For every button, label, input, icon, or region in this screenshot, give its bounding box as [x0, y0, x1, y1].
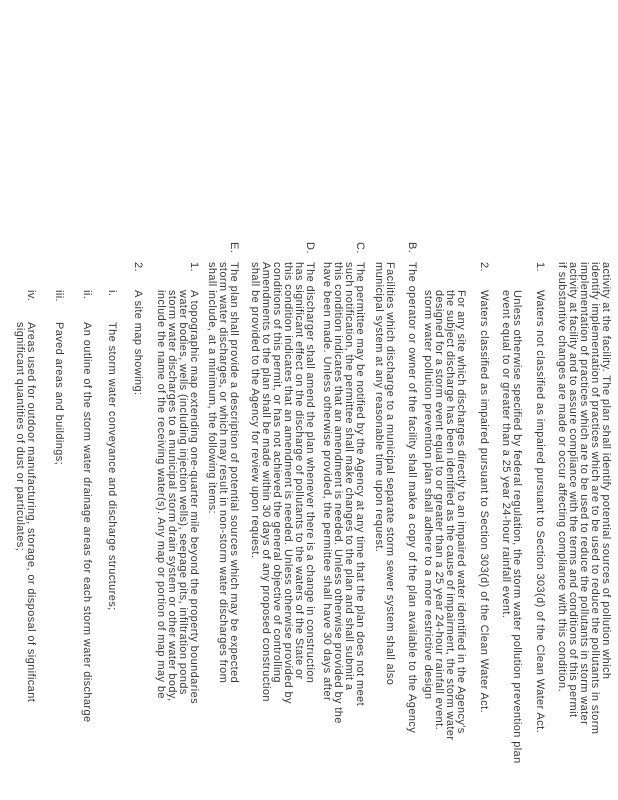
text-line: event equal to or greater than a 25 year 24-hour rainfall event.	[500, 290, 512, 619]
item-roman: i.	[106, 290, 118, 297]
text-line: Facilities which discharge to a municipal separate storm sewer system shall also	[384, 262, 396, 686]
item-number: 1.	[188, 262, 200, 272]
text-line: A site map showing:	[132, 290, 144, 396]
text-line: For any site which discharges directly to an impaired water identified in the Agency's	[455, 290, 467, 734]
section-letter: C.	[354, 242, 366, 254]
text-line: significant quantities of dust or particulates;	[14, 322, 26, 552]
text-line: An outline of the storm water drainage areas for each storm water discharge	[81, 322, 93, 723]
text-line: storm water discharges, or which may result in non-storm water discharges from	[217, 262, 229, 684]
text-line: municipal system at any reasonable time upon request.	[373, 262, 385, 553]
section-letter: B.	[406, 242, 418, 254]
text-line: Paved areas and buildings;	[53, 322, 65, 466]
text-line: this condition indicates that an amendment is needed. Unless otherwise provided by the	[332, 262, 344, 724]
text-line: this condition indicates that an amendment is needed. Unless otherwise provided by	[282, 262, 294, 704]
text-line: shall include, at a minimum, the following items:	[206, 262, 218, 514]
text-line: have been made. Unless otherwise provided, the permittee shall have 30 days after	[321, 262, 333, 702]
text-line: activity at the facility. The plan shall identify potential sources of pollution which	[600, 262, 612, 680]
item-roman: iii.	[53, 290, 65, 302]
text-line: has significant effect on the discharge of pollutants to the waters of the State or	[293, 262, 305, 680]
text-line: Waters not classified as impaired pursuant to Section 303(d) of the Clean Water Act.	[534, 290, 546, 734]
section-letter: E.	[228, 242, 240, 254]
text-line: designed for a storm event equal to or greater than a 25 year 24-hour rainfall event.	[433, 290, 445, 731]
text-line: implementation of practices which are to be used to reduce the pollutants in storm water	[578, 262, 590, 726]
text-line: Waters classified as impaired pursuant to Section 303(d) of the Clean Water Act.	[478, 290, 490, 714]
text-line: Unless otherwise specified by federal regulation, the storm water pollution prevention plan	[511, 290, 523, 764]
text-line: activity at facility and to assure compliance with the terms and conditions of this permit	[567, 262, 579, 718]
item-roman: iv.	[25, 290, 37, 302]
text-line: storm water pollution prevention plan shall adhere to a more restrictive design	[422, 290, 434, 700]
text-line: A topographic map extending one-quarter mile beyond the property boundaries	[188, 290, 200, 705]
text-line: the subject discharge has been identified as the cause of impairment, the storm water	[444, 290, 456, 741]
section-letter: D.	[304, 242, 316, 254]
text-line: conditions of this permit, or has not achieved the general objective of controlling	[271, 262, 283, 683]
text-line: The storm water conveyance and discharge structures;	[106, 322, 118, 611]
text-line: storm water discharges to a municipal storm drain system or other water body,	[166, 290, 178, 702]
text-line: if substantive changes are made or occur affecting compliance with this condition.	[556, 262, 568, 693]
item-number: 2.	[132, 262, 144, 272]
text-line: Amendments to the plan shall be made within 30 days of any proposed construction	[260, 262, 272, 702]
text-line: The permittee may be notified by the Agency at any time that the plan does not meet	[354, 262, 366, 707]
text-line: water bodies, wells (including injection wells), seepage pits, infiltration ponds	[177, 290, 189, 695]
text-line: identify implementation of practices which are to be used to reduce the pollutants in storm	[589, 262, 601, 735]
text-line: shall be provided to the Agency for review upon request.	[249, 262, 261, 559]
item-roman: ii.	[81, 290, 93, 300]
text-line: The operator or owner of the facility shall make a copy of the plan available to the Agency	[406, 262, 418, 734]
text-line: The discharger shall amend the plan whenever there is a change in construction	[304, 262, 316, 684]
item-number: 1.	[534, 262, 546, 272]
text-line: include the name of the receiving water(s). Any map or portion of map may be	[155, 290, 167, 699]
text-line: The plan shall provide a description of potential sources which may be expected	[228, 262, 240, 684]
text-line: Areas used for outdoor manufacturing, storage, or disposal of significant	[25, 322, 37, 703]
item-number: 2.	[478, 262, 490, 272]
text-line: such notification, the permittee shall make changes to the plan and shall submit a	[343, 262, 355, 691]
